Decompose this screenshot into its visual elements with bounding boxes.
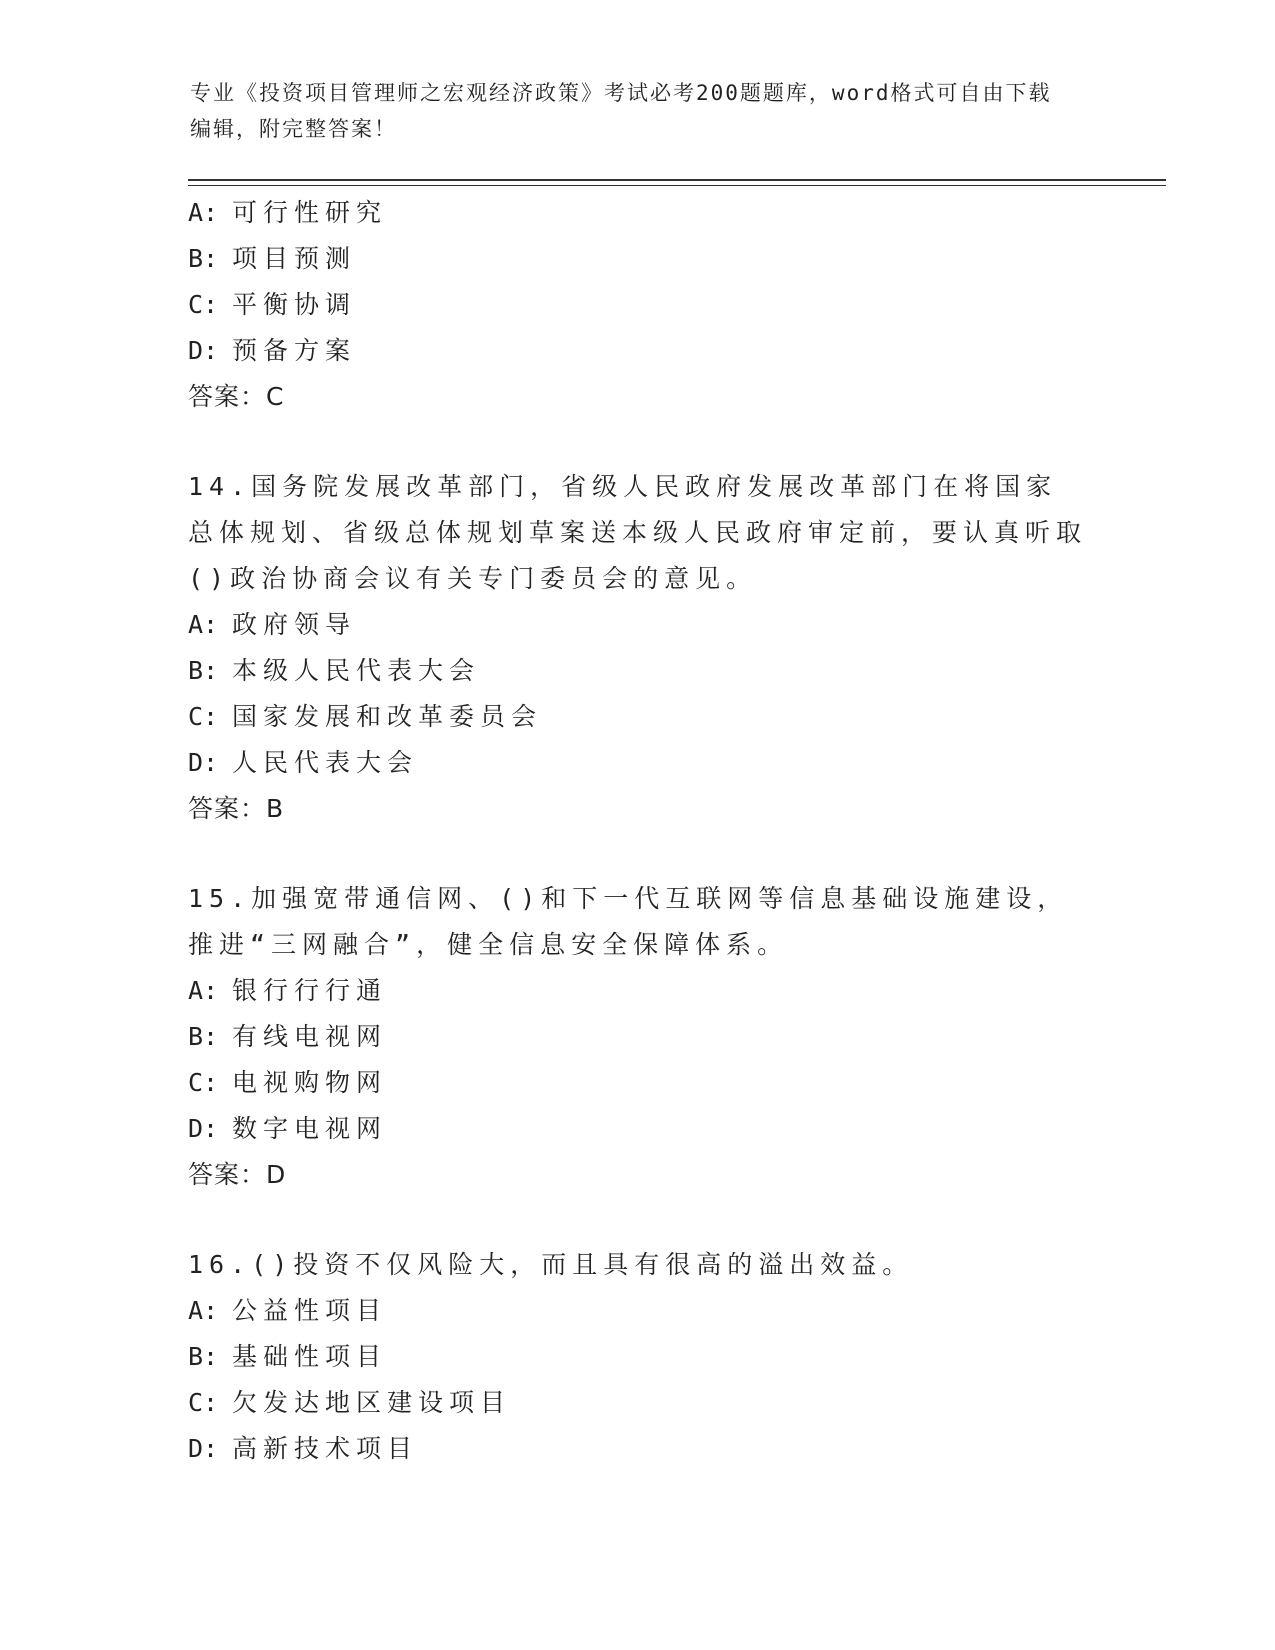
option-text: 平衡协调	[232, 290, 357, 319]
option-b	[188, 1334, 1088, 1380]
option-text: 公益性项目	[232, 1296, 388, 1325]
option-b	[188, 648, 1088, 694]
question-16	[188, 1242, 1088, 1472]
option-letter: A:	[188, 976, 219, 1005]
option-letter: D:	[188, 1434, 219, 1463]
answer-line: 答案：D	[188, 1160, 287, 1189]
option-c	[188, 282, 1088, 328]
option-c	[188, 1060, 1088, 1106]
option-letter: B:	[188, 656, 219, 685]
option-c	[188, 1380, 1088, 1426]
option-c	[188, 694, 1088, 740]
option-a	[188, 968, 1088, 1014]
option-text: 欠发达地区建设项目	[232, 1388, 512, 1417]
option-text: 项目预测	[232, 244, 357, 273]
option-letter: B:	[188, 1022, 219, 1051]
option-text: 可行性研究	[232, 198, 388, 227]
option-letter: D:	[188, 1114, 219, 1143]
option-text: 国家发展和改革委员会	[232, 702, 543, 731]
option-a	[188, 190, 1088, 236]
option-text: 银行行行通	[232, 976, 388, 1005]
option-text: 预备方案	[232, 336, 357, 365]
option-b	[188, 236, 1088, 282]
document-header: 专业《投资项目管理师之宏观经济政策》考试必考200题题库，word格式可自由下载编辑，附完整答案！	[190, 81, 1052, 141]
option-letter: A:	[188, 198, 219, 227]
answer-line: 答案：C	[188, 382, 285, 411]
option-letter: C:	[188, 1388, 219, 1417]
document-body	[188, 190, 1088, 1472]
option-letter: B:	[188, 244, 219, 273]
option-a	[188, 602, 1088, 648]
option-letter: C:	[188, 702, 219, 731]
option-letter: C:	[188, 290, 219, 319]
question-15	[188, 876, 1088, 1198]
answer-line: 答案：B	[188, 794, 285, 823]
option-text: 数字电视网	[232, 1114, 388, 1143]
option-d	[188, 740, 1088, 786]
option-text: 基础性项目	[232, 1342, 388, 1371]
option-d	[188, 1426, 1088, 1472]
option-letter: A:	[188, 610, 219, 639]
option-a	[188, 1288, 1088, 1334]
question-stem: 14.国务院发展改革部门，省级人民政府发展改革部门在将国家总体规划、省级总体规划草案送本级人民政府审定前，要认真听取()政治协商会议有关专门委员会的意见。	[188, 472, 1088, 593]
option-letter: D:	[188, 748, 219, 777]
option-letter: B:	[188, 1342, 219, 1371]
option-d	[188, 1106, 1088, 1152]
question-14	[188, 464, 1088, 832]
option-text: 人民代表大会	[232, 748, 419, 777]
option-text: 政府领导	[232, 610, 357, 639]
option-letter: C:	[188, 1068, 219, 1097]
partial-question	[188, 190, 1088, 420]
option-d	[188, 328, 1088, 374]
option-letter: D:	[188, 336, 219, 365]
option-b	[188, 1014, 1088, 1060]
option-letter: A:	[188, 1296, 219, 1325]
header-rule-thin	[188, 185, 1166, 186]
question-stem: 15.加强宽带通信网、()和下一代互联网等信息基础设施建设，推进“三网融合”，健全信息安全保障体系。	[188, 884, 1069, 959]
option-text: 本级人民代表大会	[232, 656, 481, 685]
option-text: 高新技术项目	[232, 1434, 419, 1463]
option-text: 有线电视网	[232, 1022, 388, 1051]
option-text: 电视购物网	[232, 1068, 388, 1097]
question-stem: 16.()投资不仅风险大，而且具有很高的溢出效益。	[188, 1250, 914, 1279]
header-rule-thick	[188, 179, 1166, 181]
